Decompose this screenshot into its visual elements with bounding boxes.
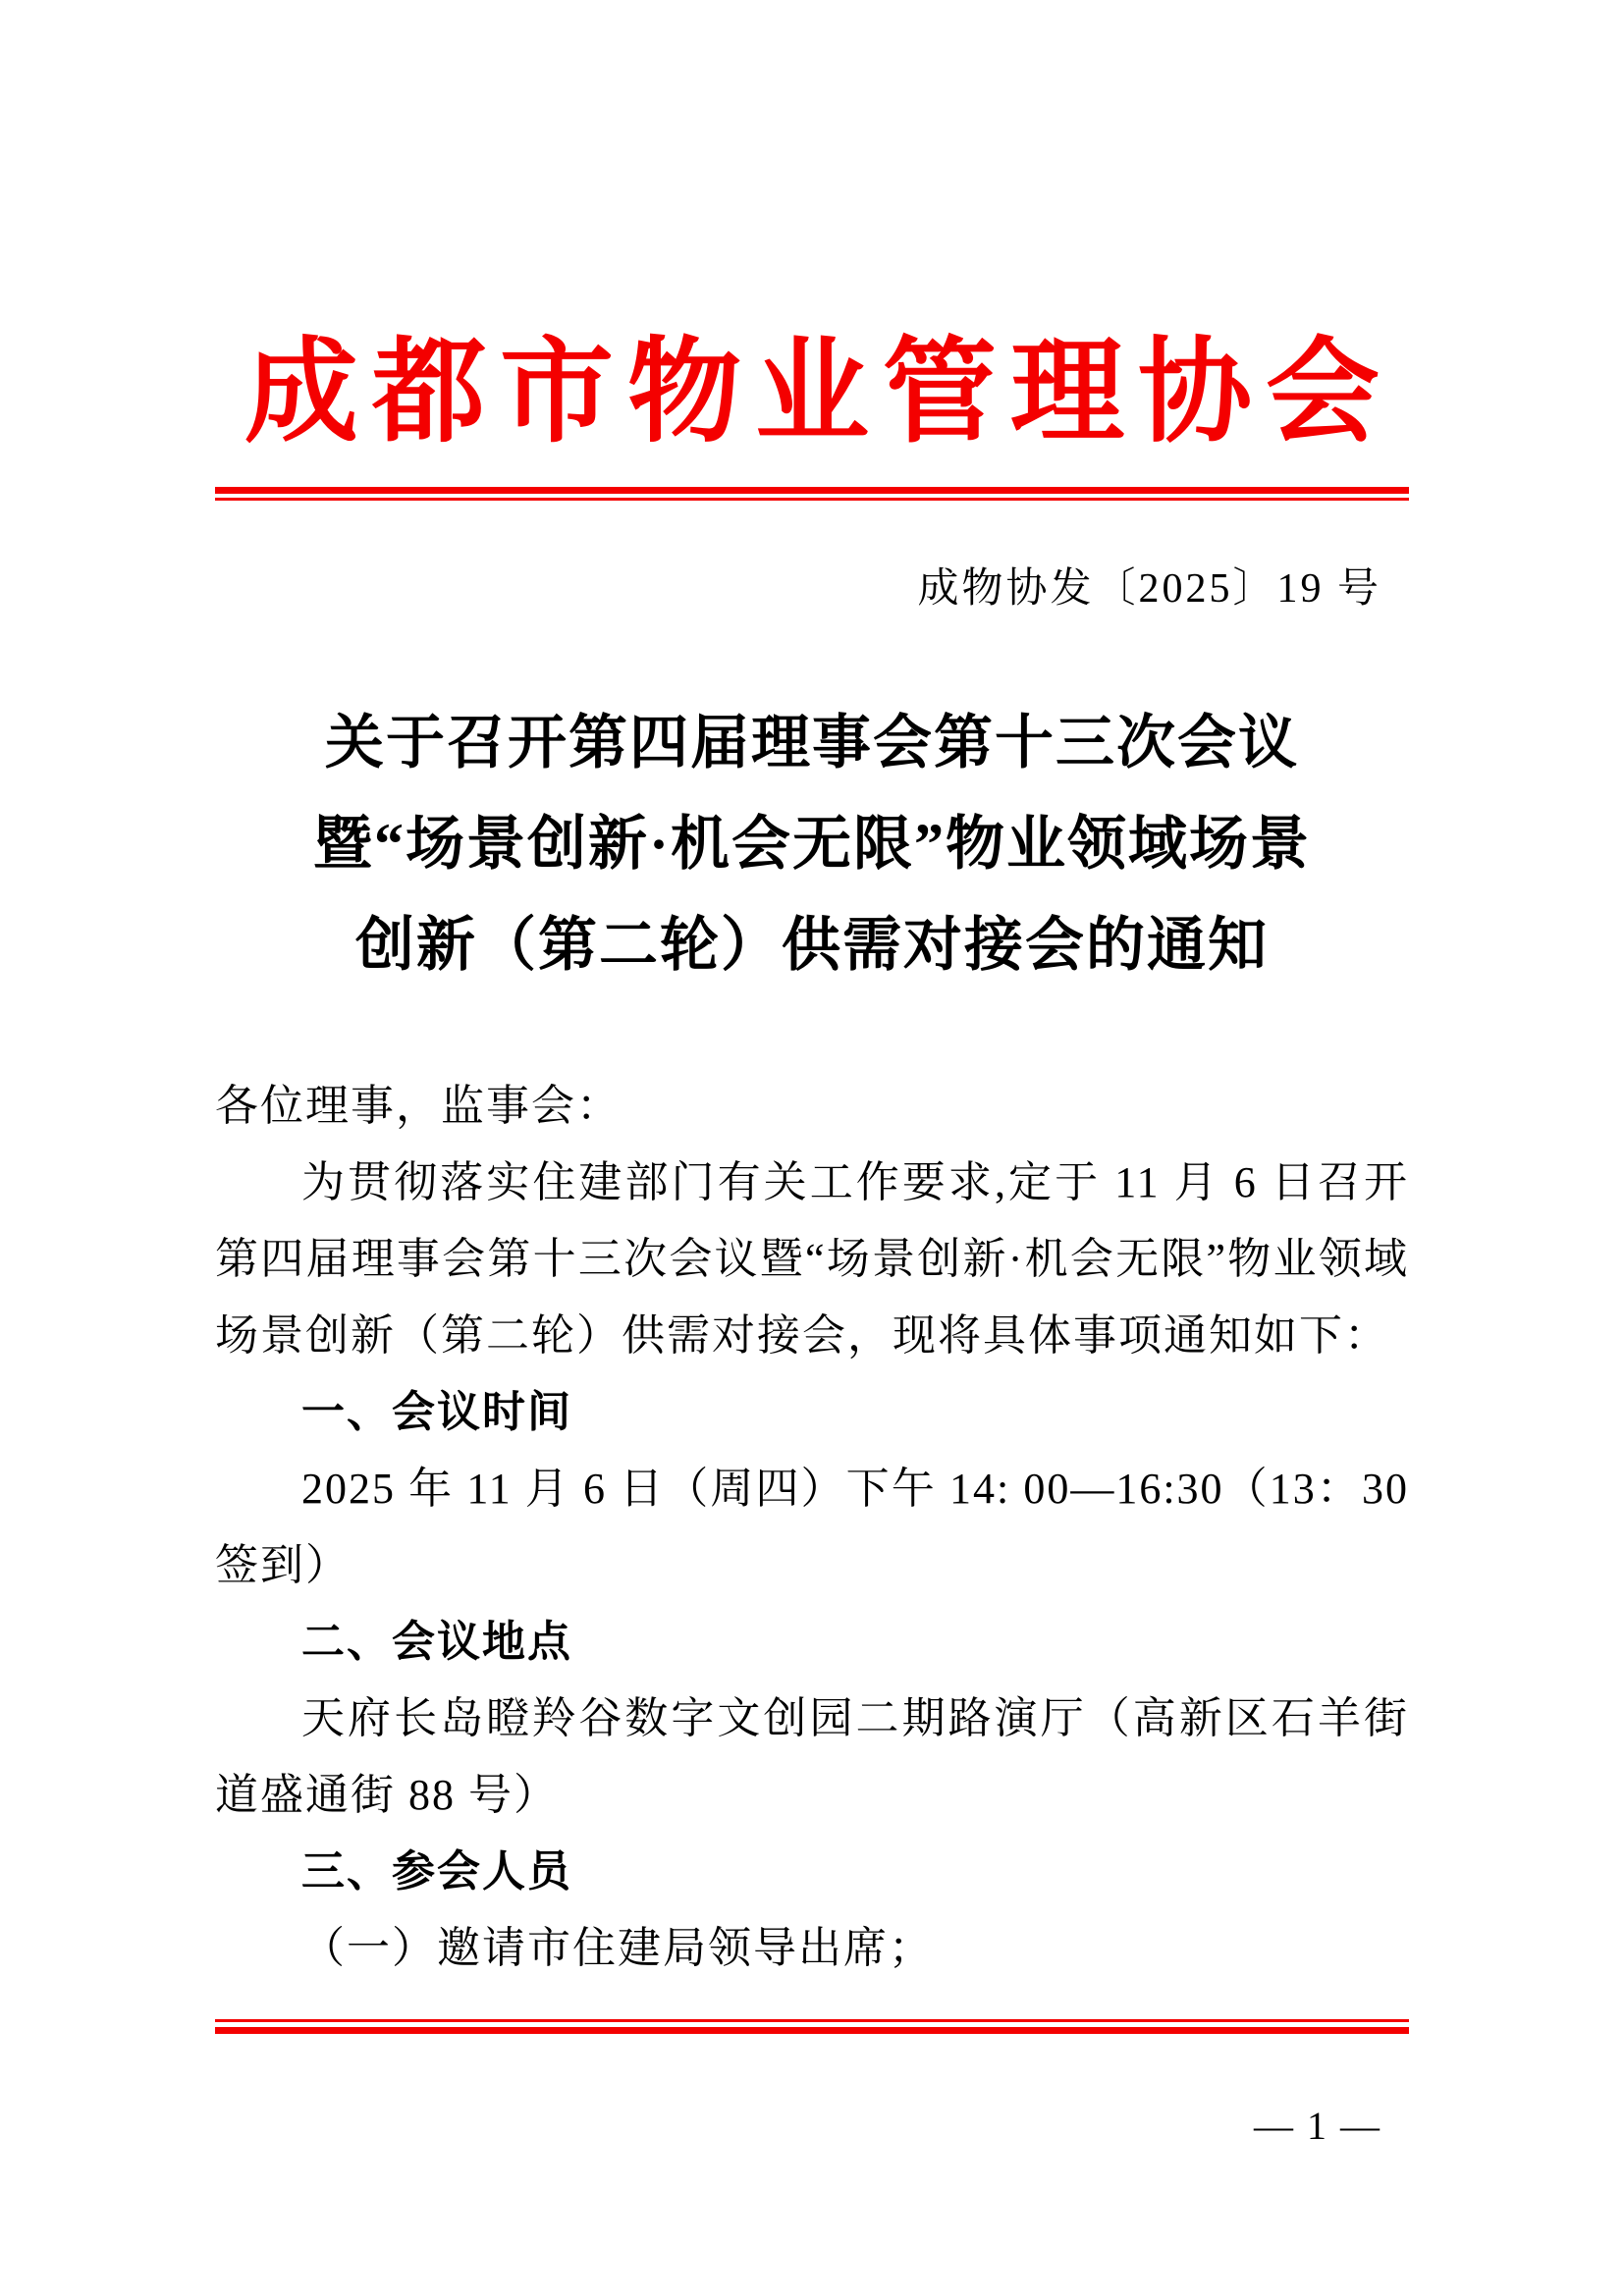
- doc-body: [215, 1068, 1409, 1987]
- salutation: 各位理事，监事会：: [215, 1082, 622, 1130]
- footer-divider-thick-line: [215, 2027, 1409, 2034]
- section-1-heading: 一、会议时间: [301, 1388, 572, 1436]
- header-divider-thick-line: [215, 487, 1409, 494]
- doc-title-line-2: 暨“场景创新·机会无限”物业领域场景: [312, 812, 1311, 877]
- section-2-heading: 二、会议地点: [301, 1618, 572, 1666]
- section-1-text: 2025 年 11 月 6 日（周四）下午 14: 00—16:30（13：30 签到）: [215, 1465, 1409, 1589]
- section-3-item-1: （一）邀请市住建局领导出席；: [301, 1924, 934, 1972]
- doc-number: 成物协发〔2025〕19 号: [917, 566, 1381, 612]
- section-2-text: 天府长岛瞪羚谷数字文创园二期路演厅（高新区石羊街道盛通街 88 号）: [215, 1694, 1409, 1819]
- org-name: 成都市物业管理协会: [244, 331, 1393, 456]
- page-number: — 1 —: [1254, 2104, 1381, 2148]
- section-3-heading: 三、参会人员: [301, 1847, 572, 1896]
- doc-title-line-1: 关于召开第四届理事会第十三次会议: [325, 711, 1299, 775]
- header-divider: [215, 487, 1409, 501]
- intro-paragraph: 为贯彻落实住建部门有关工作要求,定于 11 月 6 日召开第四届理事会第十三次会议暨“场景创新·机会无限”物业领域场景创新（第二轮）供需对接会，现将具体事项通知如下：: [215, 1158, 1409, 1360]
- header-divider-thin-line: [215, 498, 1409, 501]
- doc-title-line-3: 创新（第二轮）供需对接会的通知: [355, 913, 1269, 978]
- footer-divider: [215, 2019, 1409, 2034]
- doc-title: [215, 693, 1409, 996]
